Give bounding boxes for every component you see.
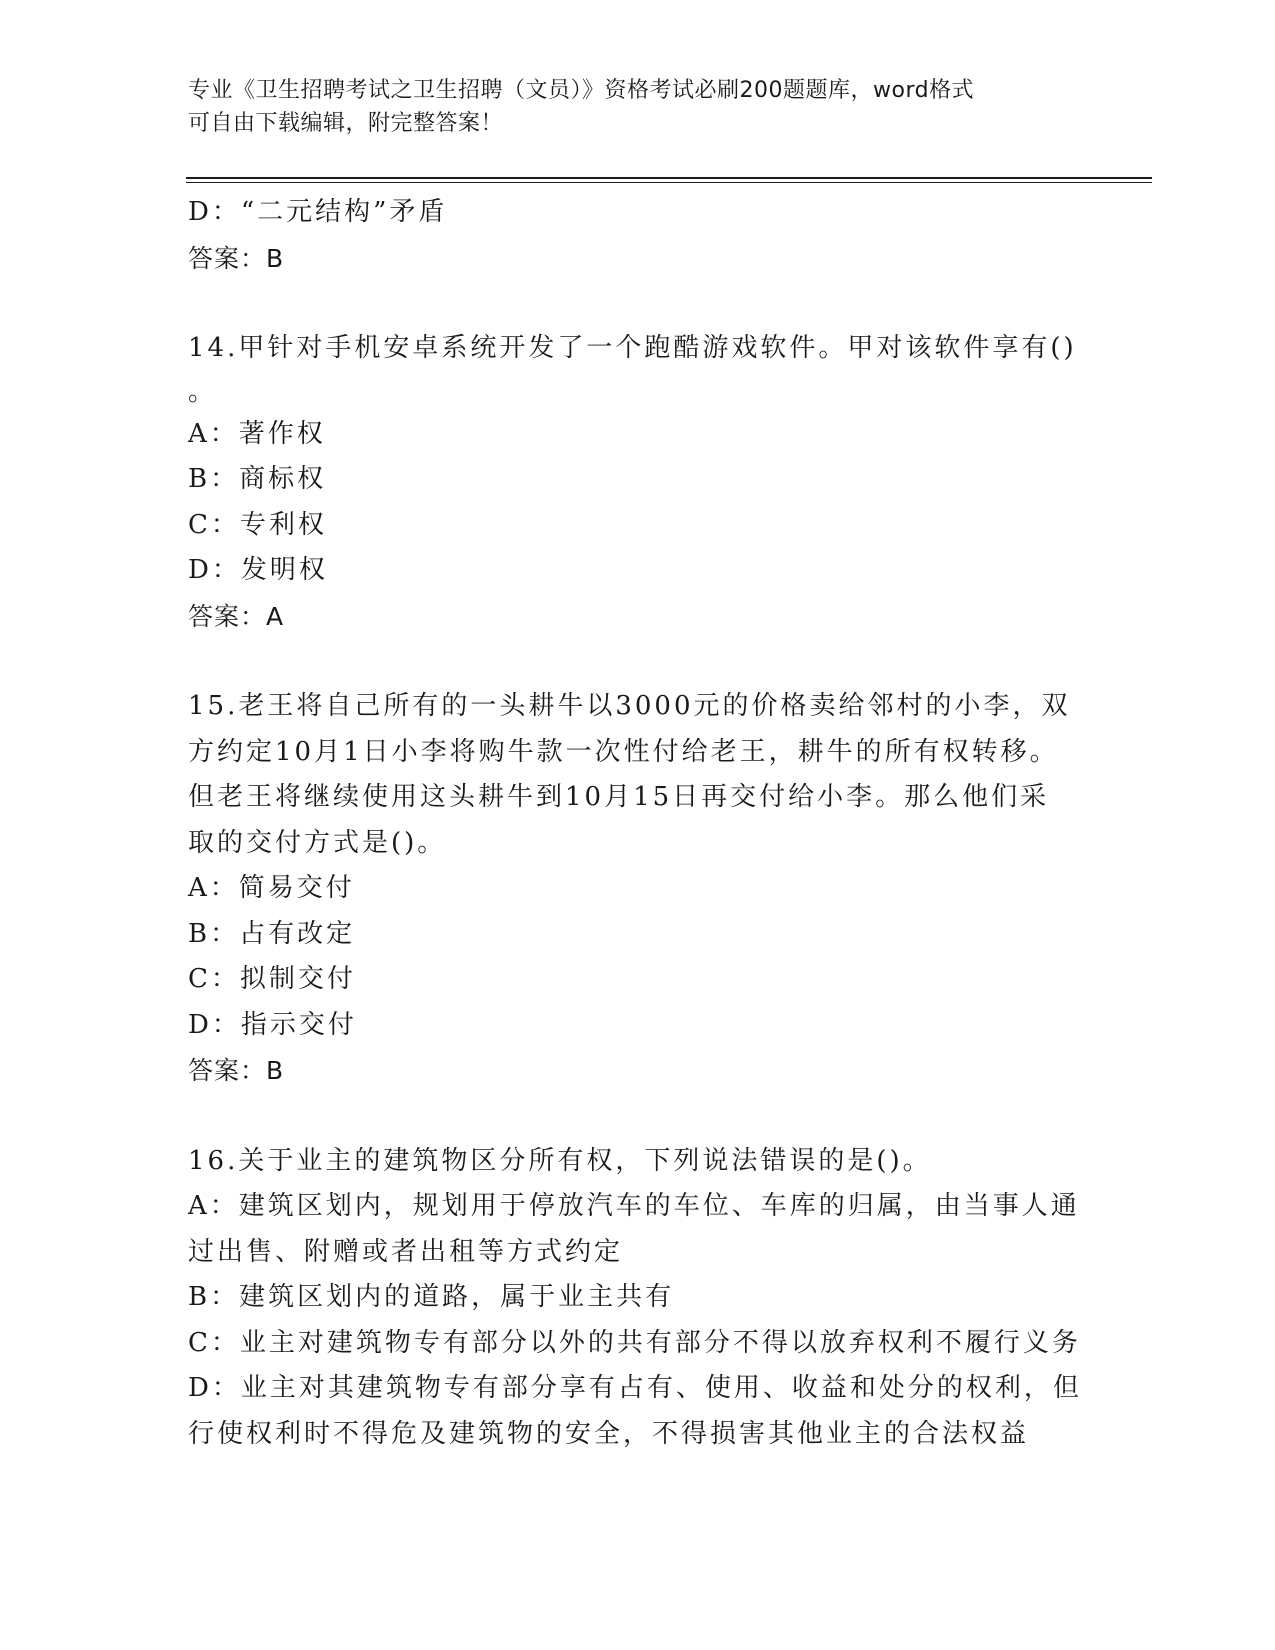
option-a: A：简易交付 [188,873,355,903]
answer: 答案：B [188,1056,285,1085]
option-d: D：指示交付 [188,1009,357,1040]
spacer [188,281,1078,326]
option-d: D：发明权 [188,555,328,585]
question-stem: 取的交付方式是()。 [188,827,447,858]
header-divider-thin [186,182,1152,183]
option-b: B：商标权 [188,464,327,494]
answer: 答案：B [188,243,285,273]
option-b: B：建筑区划内的道路，属于业主共有 [188,1282,675,1312]
option-a-continued: 过出售、附赠或者出租等方式约定 [188,1236,624,1267]
option-d: D：业主对其建筑物专有部分享有占有、使用、收益和处分的权利，但 [188,1373,1082,1403]
question-16 [188,1139,1082,1458]
question-list [188,190,1082,1457]
question-stem: 方约定10月1日小李将购牛款一次性付给老王，耕牛的所有权转移。 [188,736,1059,767]
option-c: C：拟制交付 [188,964,356,994]
question-stem: 。 [188,376,218,407]
option-c: C：专利权 [188,509,327,540]
spacer [188,1094,1078,1139]
question-stem: 但老王将继续使用这头耕牛到10月15日再交付给小李。那么他们采 [188,782,1050,812]
question-stem: 14.甲针对手机安卓系统开发了一个跑酷游戏软件。甲对该软件享有() [188,333,1077,363]
option-b: B：占有改定 [188,918,356,949]
question-stem: 16.关于业主的建筑物区分所有权，下列说法错误的是()。 [188,1145,932,1176]
header-title-line-1: 专业《卫生招聘考试之卫生招聘（文员）》资格考试必刷200题题库，word格式 [188,78,975,103]
question-13-tail [188,190,1078,281]
header-title-line-2: 可自由下载编辑，附完整答案！ [188,111,504,136]
header-divider-thick [186,177,1152,179]
option-a: A：著作权 [188,418,326,449]
answer: 答案：A [188,601,285,631]
option-d-continued: 行使权利时不得危及建筑物的安全，不得损害其他业主的合法权益 [188,1418,1030,1449]
option-c: C：业主对建筑物专有部分以外的共有部分不得以放弃权利不履行义务 [188,1327,1081,1358]
question-14 [188,326,1078,639]
spacer [188,639,1078,684]
question-stem: 15.老王将自己所有的一头耕牛以3000元的价格卖给邻村的小李，双 [188,691,1071,721]
document-header [188,74,1088,140]
option-d: D：“二元结构”矛盾 [188,197,448,227]
question-15 [188,684,1078,1094]
option-a: A：建筑区划内，规划用于停放汽车的车位、车库的归属，由当事人通 [188,1191,1080,1221]
